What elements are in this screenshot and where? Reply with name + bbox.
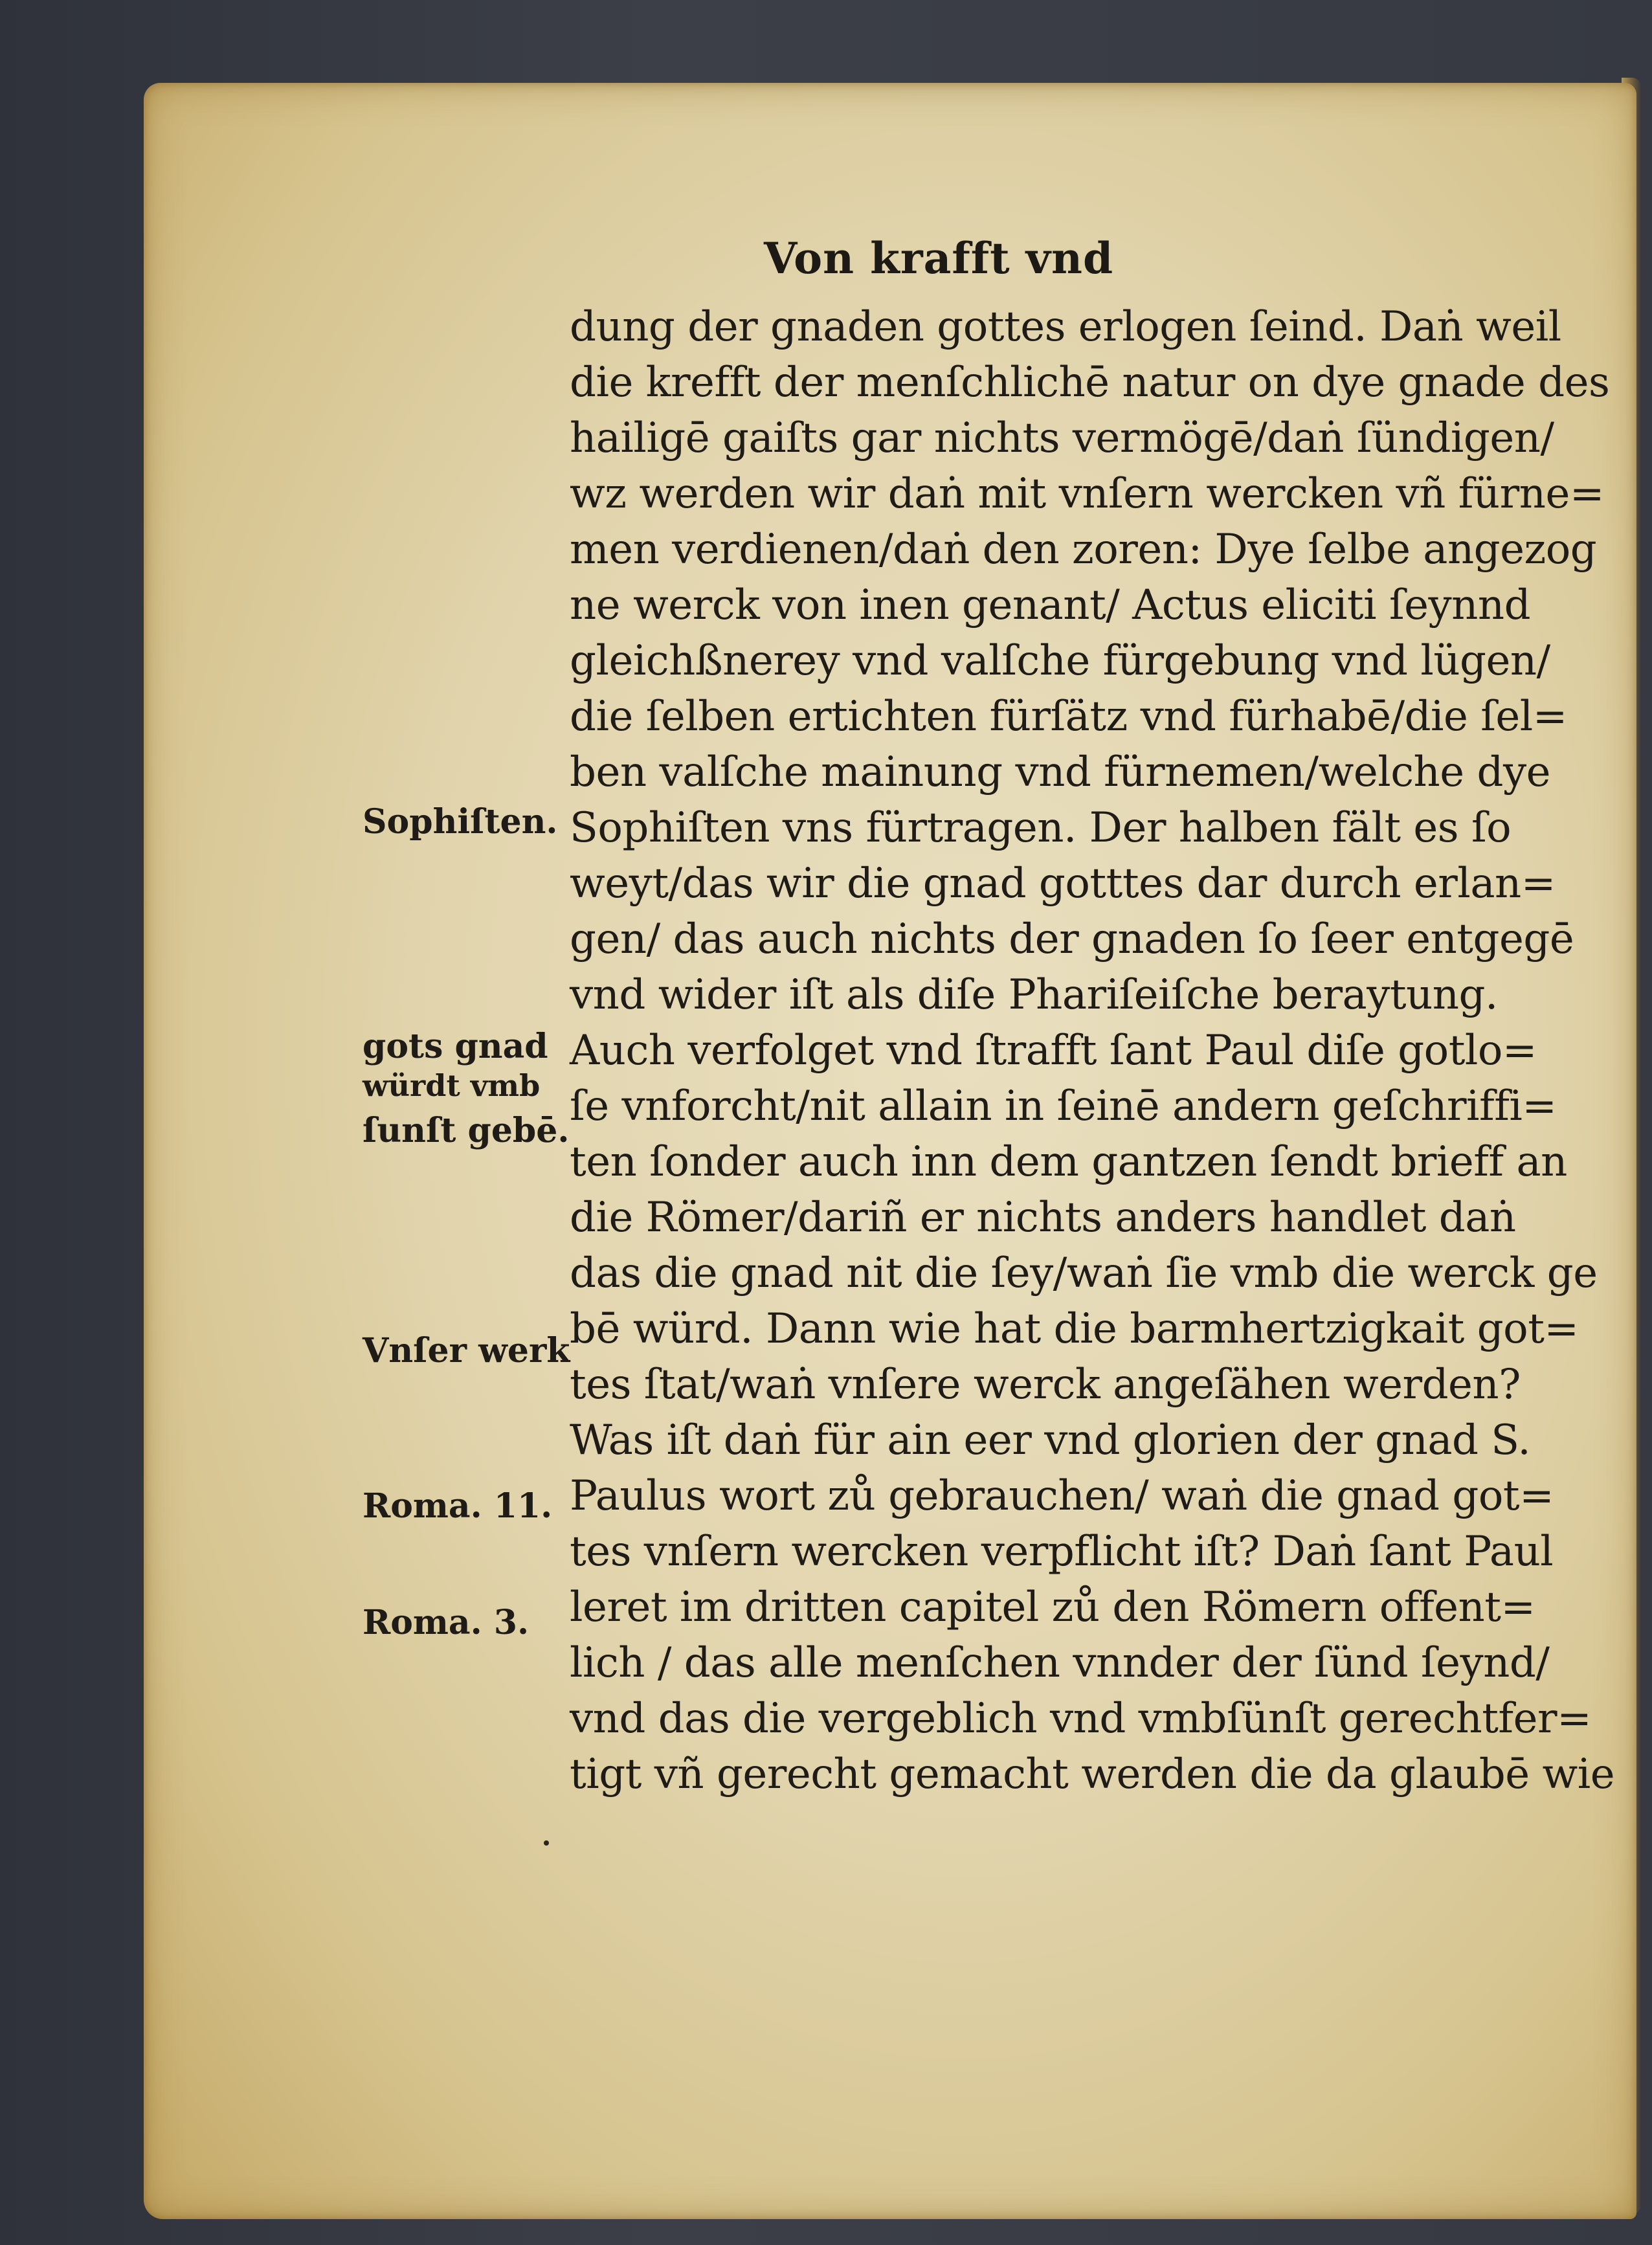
margin-note-vnser-werk: Vnſer werk — [363, 1331, 570, 1370]
text-line: weyt/das wir die gnad gotttes dar durch erlan= — [570, 860, 1556, 908]
main-text-block — [570, 299, 1615, 1802]
text-line: vnd das die vergeblich vnd vmbſünſt gerechtfer= — [570, 1695, 1592, 1743]
margin-note-gots-gnad-2: würdt vmb — [363, 1068, 541, 1103]
text-line: ten ſonder auch inn dem gantzen ſendt brieff an — [570, 1138, 1567, 1186]
text-line: dung der gnaden gottes erlogen ſeind. Daṅ weil — [570, 303, 1561, 351]
text-line: men verdienen/daṅ den zoren: Dye ſelbe angezog — [570, 526, 1597, 574]
text-line: tes vnſern wercken verpflicht iſt? Daṅ ſant Paul — [570, 1528, 1554, 1576]
text-line: hailigē gaiſts gar nichts vermögē/daṅ ſündigen/ — [570, 414, 1554, 462]
margin-note-sophisten: Sophiſten. — [363, 802, 558, 842]
text-line: gleichßnerey vnd valſche fürgebung vnd lügen/ — [570, 637, 1550, 685]
text-line: das die gnad nit die ſey/waṅ ſie vmb die werck ge — [570, 1249, 1598, 1297]
text-line: tigt vñ gerecht gemacht werden die da glaubē wie — [570, 1750, 1615, 1798]
text-line: gen/ das auch nichts der gnaden ſo ſeer entgegē — [570, 915, 1574, 963]
text-line: vnd wider iſt als diſe Phariſeiſche beraytung. — [570, 971, 1498, 1019]
margin-note-roma-11: Roma. 11. — [363, 1486, 553, 1526]
text-line: die krefft der menſchlichē natur on dye gnade des — [570, 359, 1610, 407]
text-line: ne werck von inen genant/ Actus eliciti ſeynnd — [570, 581, 1531, 629]
text-line: lich / das alle menſchen vnnder der ſünd ſeynd/ — [570, 1639, 1550, 1687]
text-line: bē würd. Dann wie hat die barmhertzigkait got= — [570, 1305, 1579, 1353]
text-line: tes ſtat/waṅ vnſere werck angeſähen werden? — [570, 1361, 1521, 1409]
text-line: Sophiſten vns fürtragen. Der halben fält es ſo — [570, 804, 1512, 852]
text-line: Was iſt daṅ für ain eer vnd glorien der gnad S. — [570, 1416, 1531, 1464]
text-line: die Römer/dariñ er nichts anders handlet daṅ — [570, 1194, 1516, 1242]
text-line: ben valſche mainung vnd fürnemen/welche dye — [570, 748, 1550, 796]
text-line: Paulus wort zů gebrauchen/ waṅ die gnad got= — [570, 1472, 1554, 1520]
ink-speck — [544, 1840, 549, 1846]
margin-note-gots-gnad-1: gots gnad — [363, 1027, 548, 1066]
margin-note-roma-3: Roma. 3. — [363, 1603, 530, 1642]
text-line: leret im dritten capitel zů den Römern offent= — [570, 1583, 1535, 1631]
running-head: Von krafft vnd — [764, 233, 1114, 284]
text-line: wz werden wir daṅ mit vnſern wercken vñ fürne= — [570, 470, 1604, 518]
text-line: die ſelben ertichten fürſätz vnd fürhabē/die ſel= — [570, 693, 1567, 741]
margin-note-gots-gnad-3: ſunſt gebē. — [363, 1111, 570, 1150]
text-line: ſe vnforcht/nit allain in ſeinē andern geſchriffi= — [570, 1082, 1557, 1130]
text-line: Auch verfolget vnd ſtrafft ſant Paul diſe gotlo= — [570, 1027, 1537, 1075]
